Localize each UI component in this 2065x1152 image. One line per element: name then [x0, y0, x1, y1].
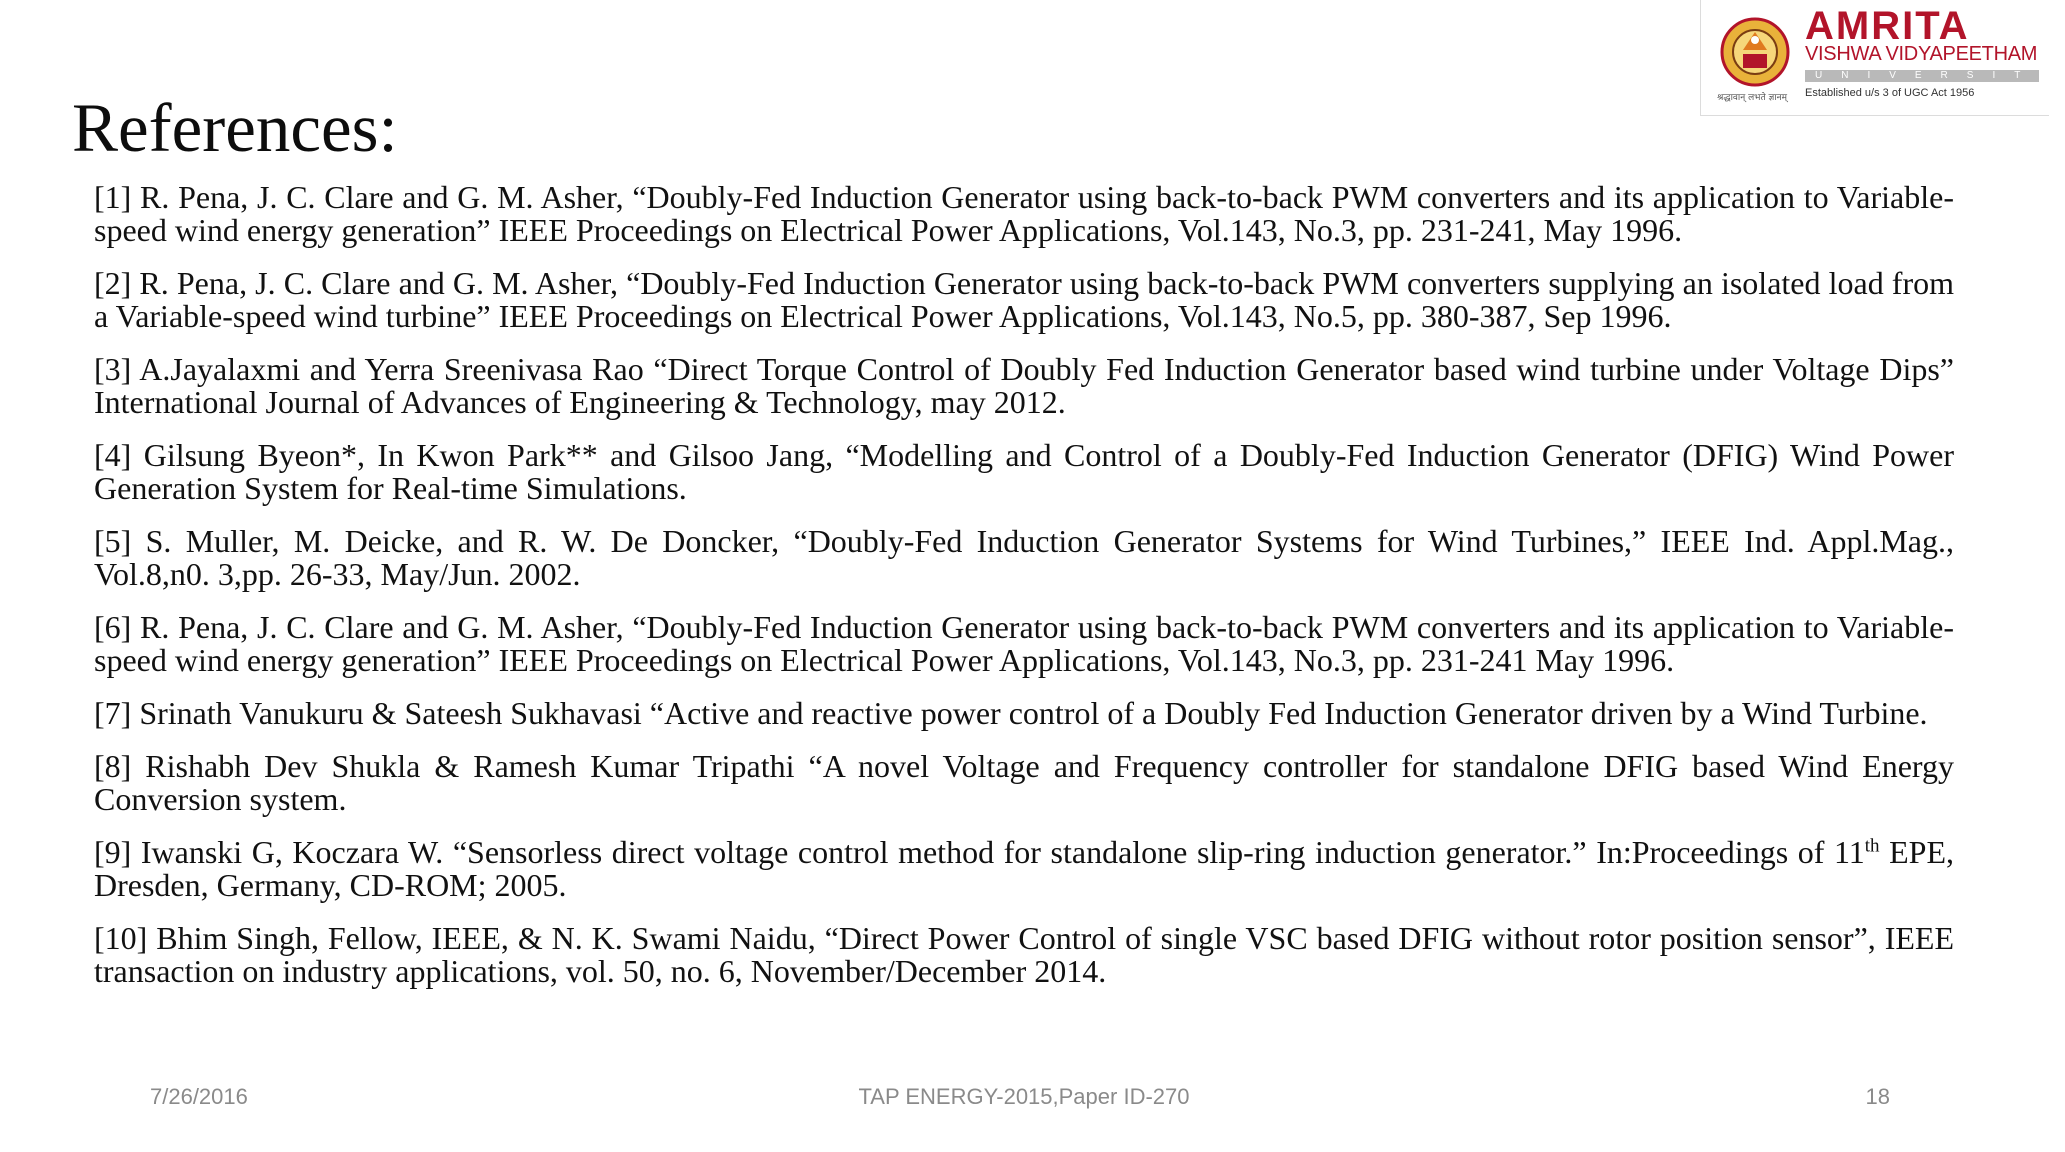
reference-item: [1] R. Pena, J. C. Clare and G. M. Asher, “Doubly-Fed Induction Generator using back-to-back PWM converters and its application to Variable-speed wind energy generation” IEEE Proceedings on Electrical Power Applications, Vol.143, No.3, pp. 231-241, May 1996.	[94, 179, 1954, 248]
reference-text: [9] Iwanski G, Koczara W. “Sensorless direct voltage control method for standalone slip-ring induction generator.” In:Proceedings of 11	[94, 834, 1865, 870]
emblem-icon	[1715, 10, 1795, 90]
footer-center-text: TAP ENERGY-2015,Paper ID-270	[858, 1084, 1190, 1109]
logo-band: UNIVERSITY	[1805, 70, 2039, 82]
reference-item: [4] Gilsung Byeon*, In Kwon Park** and Gilsoo Jang, “Modelling and Control of a Doubly-Fed Induction Generator (DFIG) Wind Power Generation System for Real-time Simulations.	[94, 437, 1954, 506]
logo-name: AMRITA	[1805, 4, 1970, 48]
reference-item	[94, 836, 1954, 902]
reference-text: EPE, Dresden, Germany, CD-ROM; 2005.	[94, 834, 1955, 903]
logo-subtitle: VISHWA VIDYAPEETHAM	[1805, 43, 2038, 65]
reference-item: [6] R. Pena, J. C. Clare and G. M. Asher, “Doubly-Fed Induction Generator using back-to-back PWM converters and its application to Variable-speed wind energy generation” IEEE Proceedings on Electrical Power Applications, Vol.143, No.3, pp. 231-241 May 1996.	[94, 609, 1954, 678]
reference-item: [8] Rishabh Dev Shukla & Ramesh Kumar Tripathi “A novel Voltage and Frequency controller for standalone DFIG based Wind Energy Conversion system.	[94, 748, 1954, 817]
slide-title: References:	[72, 90, 398, 166]
page-number: 18	[1865, 1084, 1890, 1109]
reference-item: [7] Srinath Vanukuru & Sateesh Sukhavasi “Active and reactive power control of a Doubly Fed Induction Generator driven by a Wind Turbine.	[94, 695, 1928, 731]
logo-motto: श्रद्धावान् लभते ज्ञानम्	[1717, 93, 1787, 103]
logo-established: Established u/s 3 of UGC Act 1956	[1805, 87, 1975, 99]
reference-item: [10] Bhim Singh, Fellow, IEEE, & N. K. Swami Naidu, “Direct Power Control of single VSC based DFIG without rotor position sensor”, IEEE transaction on industry applications, vol. 50, no. 6, November/December 2014.	[94, 920, 1954, 989]
university-logo	[1700, 0, 2065, 116]
reference-item: [2] R. Pena, J. C. Clare and G. M. Asher, “Doubly-Fed Induction Generator using back-to-back PWM converters supplying an isolated load from a Variable-speed wind turbine” IEEE Proceedings on Electrical Power Applications, Vol.143, No.5, pp. 380-387, Sep 1996.	[94, 265, 1954, 334]
reference-item: [5] S. Muller, M. Deicke, and R. W. De Doncker, “Doubly-Fed Induction Generator Systems for Wind Turbines,” IEEE Ind. Appl.Mag., Vol.8,n0. 3,pp. 26-33, May/Jun. 2002.	[94, 523, 1954, 592]
reference-superscript: th	[1864, 835, 1880, 857]
reference-item: [3] A.Jayalaxmi and Yerra Sreenivasa Rao “Direct Torque Control of Doubly Fed Induction Generator based wind turbine under Voltage Dips” International Journal of Advances of Engineering & Technology, may 2012.	[94, 351, 1954, 420]
footer-date: 7/26/2016	[150, 1084, 248, 1109]
reference-list	[94, 181, 1954, 1008]
